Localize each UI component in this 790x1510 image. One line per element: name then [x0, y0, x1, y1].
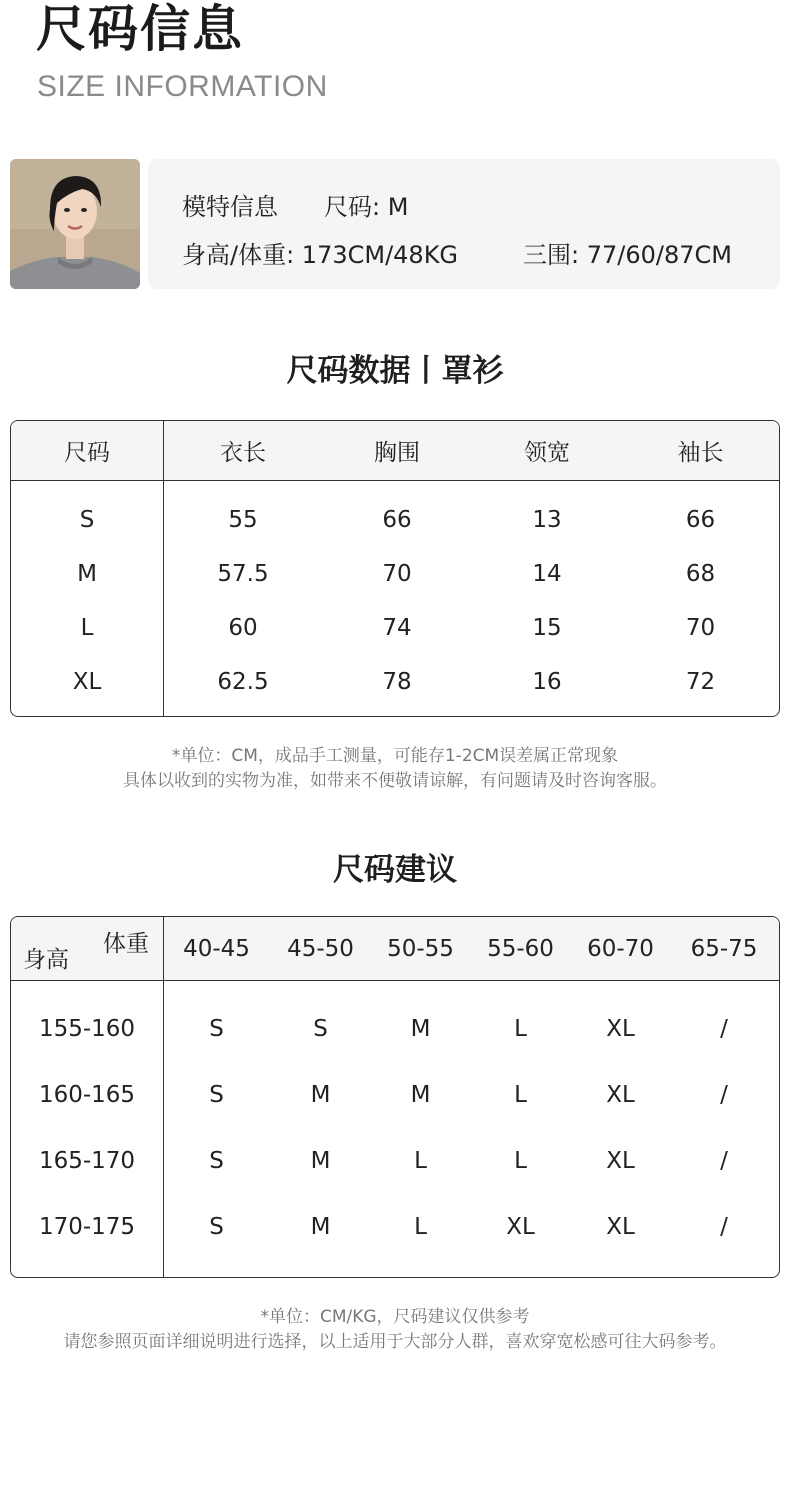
table-cell: XL — [506, 1214, 535, 1240]
model-photo — [10, 159, 140, 289]
table-cell: / — [720, 1016, 728, 1042]
table-cell: S — [209, 1016, 224, 1042]
table-row — [11, 493, 779, 547]
table-cell: 14 — [532, 561, 562, 587]
height-range: 155-160 — [11, 996, 164, 1062]
table-cell: 74 — [382, 615, 412, 641]
table-cell: 57.5 — [217, 561, 269, 587]
note-line: 请您参照页面详细说明进行选择，以上适用于大部分人群，喜欢穿宽松感可往大码参考。 — [63, 1332, 727, 1352]
column-header: 领宽 — [472, 421, 622, 481]
note-line: *单位：CM/KG，尺码建议仅供参考 — [260, 1307, 530, 1327]
table-cell: S — [11, 493, 164, 547]
size-advice-table — [10, 916, 780, 1278]
table-cell: XL — [606, 1082, 635, 1108]
size-advice-note — [0, 1305, 790, 1355]
table-cell: 15 — [532, 615, 562, 641]
table-cell: S — [209, 1214, 224, 1240]
column-header: 55-60 — [469, 917, 572, 981]
table-cell: 62.5 — [217, 669, 269, 695]
table-cell: L — [414, 1214, 427, 1240]
table-cell: L — [514, 1016, 527, 1042]
table-cell: 78 — [382, 669, 412, 695]
column-header: 袖长 — [622, 421, 779, 481]
height-range: 170-175 — [11, 1194, 164, 1260]
table-header-row — [11, 917, 779, 981]
corner-cell — [11, 917, 164, 981]
table-row — [11, 1062, 779, 1128]
table-cell: / — [720, 1214, 728, 1240]
table-cell: L — [514, 1082, 527, 1108]
table-row — [11, 1194, 779, 1260]
corner-height-label: 身高 — [23, 947, 69, 973]
model-measurements: 三围: 77/60/87CM — [523, 241, 732, 269]
model-size: 尺码: M — [324, 193, 409, 221]
table-cell: XL — [11, 655, 164, 709]
model-info-label: 模特信息 — [182, 193, 278, 221]
table-cell: XL — [606, 1214, 635, 1240]
page-title: 尺码信息 — [36, 0, 244, 58]
table-cell: M — [310, 1082, 331, 1108]
column-header: 65-75 — [669, 917, 779, 981]
table-cell: M — [310, 1148, 331, 1174]
table-cell: 13 — [532, 507, 562, 533]
table-cell: M — [410, 1082, 431, 1108]
table-cell: 66 — [685, 507, 716, 533]
table-cell: L — [11, 601, 164, 655]
table-cell: 66 — [382, 507, 412, 533]
table-cell: M — [410, 1016, 431, 1042]
table-row — [11, 655, 779, 709]
size-advice-title: 尺码建议 — [333, 852, 457, 888]
size-data-table — [10, 420, 780, 717]
table-row — [11, 601, 779, 655]
table-cell: 60 — [228, 615, 258, 641]
table-cell: S — [209, 1082, 224, 1108]
corner-weight-label: 体重 — [103, 931, 149, 957]
column-header: 胸围 — [322, 421, 472, 481]
table-row — [11, 996, 779, 1062]
table-cell: 70 — [382, 561, 412, 587]
table-cell: 70 — [685, 615, 716, 641]
note-line: 具体以收到的实物为准，如带来不便敬请谅解，有问题请及时咨询客服。 — [123, 771, 667, 791]
model-info-card — [148, 159, 780, 289]
table-cell: S — [209, 1148, 224, 1174]
table-row — [11, 547, 779, 601]
table-cell: XL — [606, 1016, 635, 1042]
table-header-row — [11, 421, 779, 481]
column-header: 40-45 — [164, 917, 269, 981]
table-cell: L — [514, 1148, 527, 1174]
height-range: 165-170 — [11, 1128, 164, 1194]
model-height-weight: 身高/体重: 173CM/48KG — [182, 241, 459, 269]
column-header: 45-50 — [269, 917, 372, 981]
note-line: *单位：CM，成品手工测量，可能存1-2CM误差属正常现象 — [171, 746, 619, 766]
page-subtitle: SIZE INFORMATION — [37, 70, 328, 103]
column-header: 60-70 — [572, 917, 669, 981]
size-data-title: 尺码数据丨罩衫 — [286, 353, 504, 389]
table-row — [11, 1128, 779, 1194]
table-cell: 55 — [228, 507, 258, 533]
table-cell: 16 — [532, 669, 562, 695]
column-header: 50-55 — [372, 917, 469, 981]
table-cell: S — [313, 1016, 328, 1042]
height-range: 160-165 — [11, 1062, 164, 1128]
table-cell: / — [720, 1148, 728, 1174]
table-cell: M — [11, 547, 164, 601]
size-data-note — [0, 744, 790, 794]
table-cell: 72 — [685, 669, 716, 695]
column-header: 衣长 — [164, 421, 322, 481]
table-cell: M — [310, 1214, 331, 1240]
table-cell: L — [414, 1148, 427, 1174]
table-cell: 68 — [685, 561, 716, 587]
table-cell: / — [720, 1082, 728, 1108]
column-header: 尺码 — [11, 421, 164, 481]
table-cell: XL — [606, 1148, 635, 1174]
